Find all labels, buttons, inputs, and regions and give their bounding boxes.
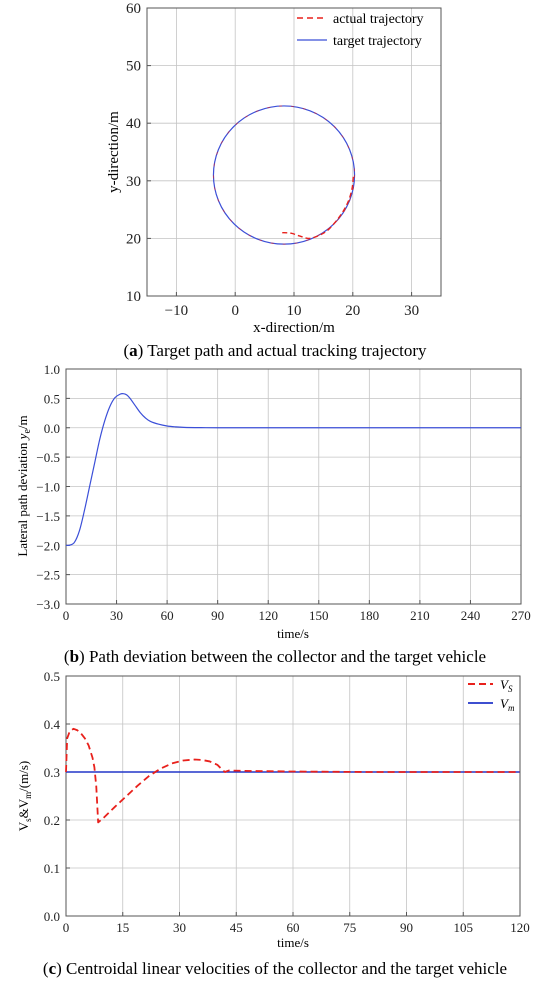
- panel-a: [106, 1, 441, 360]
- panel-b-xtick-label: 180: [359, 608, 380, 623]
- panel-c-ytick-label: 0.0: [43, 909, 60, 924]
- panel-c-ytick-label: 0.3: [43, 765, 60, 780]
- panel-b-xtick-label: 270: [511, 608, 531, 623]
- panel-c-xtick-label: 60: [286, 920, 300, 935]
- panel-a-xtick-label: 20: [345, 303, 361, 319]
- panel-a-caption-label: a: [129, 341, 138, 360]
- panel-b-xtick-label: 0: [62, 608, 70, 623]
- panel-b-ytick-label: −2.0: [36, 538, 60, 554]
- panel-b-ytick-label: 1.0: [43, 362, 60, 377]
- panel-b-ytick-label: −0.5: [36, 450, 60, 466]
- legend-vm-var: V: [500, 696, 508, 711]
- panel-b-series: [66, 394, 521, 546]
- panel-b-xtick-label: 150: [309, 608, 329, 623]
- panel-c-ylabel-v1: V: [16, 821, 31, 832]
- legend-vs-label: [500, 677, 513, 694]
- panel-a-grid: [147, 8, 441, 296]
- panel-a-ytick-label: 60: [126, 1, 141, 17]
- panel-c-ylabel-s1: s: [23, 818, 33, 822]
- panel-b-ytick-label: 0.5: [43, 391, 60, 407]
- panel-a-ytick-label: 30: [126, 173, 141, 190]
- panel-c-xtick-label: 120: [510, 920, 530, 935]
- legend-target-label: target trajectory: [333, 34, 422, 49]
- panel-a-series: [213, 106, 354, 244]
- legend-actual-label: actual trajectory: [333, 12, 424, 27]
- panel-b-ylabel: [15, 415, 33, 556]
- panel-a-caption: (a) Target path and actual tracking trajectory: [123, 341, 427, 360]
- panel-c-ytick-label: 0.4: [43, 717, 60, 732]
- panel-b-caption: (b) Path deviation between the collector and the target vehicle: [63, 647, 487, 666]
- panel-b-ytick-label: −1.0: [36, 479, 60, 495]
- panel-b-ylabel-main: Lateral path deviation: [15, 439, 30, 557]
- panel-a-ytick-label: 40: [126, 116, 141, 133]
- legend-vm-sub: m: [507, 703, 515, 713]
- panel-a-ytick-label: 20: [126, 231, 141, 248]
- panel-a-ylabel: y-direction/m: [106, 111, 122, 193]
- panel-a-legend: [297, 12, 424, 49]
- panel-c: [16, 669, 530, 978]
- panel-a-xtick-label: 10: [286, 303, 302, 319]
- panel-c-xtick-label: 15: [116, 920, 130, 935]
- panel-c-ytick-label: 0.2: [43, 813, 60, 828]
- panel-c-caption-label: c: [48, 959, 57, 978]
- panel-b-ylabel-unit: /m: [15, 415, 30, 430]
- panel-c-xtick-label: 75: [343, 920, 357, 935]
- panel-c-xtick-label: 45: [229, 920, 243, 935]
- legend-vm-label: [500, 696, 515, 713]
- panel-b-xlabel: time/s: [277, 626, 309, 641]
- panel-b-ticks: [36, 362, 530, 623]
- panel-c-ticks: [44, 669, 530, 935]
- panel-c-caption-text: Centroidal linear velocities of the collector and the target vehicle: [61, 959, 508, 978]
- panel-b-ytick-label: −1.5: [36, 508, 60, 524]
- panel-b-xtick-label: 240: [460, 608, 481, 623]
- panel-c-grid: [66, 676, 520, 916]
- panel-c-ylabel-s2: m: [23, 791, 33, 799]
- panel-a-xlabel: x-direction/m: [253, 320, 335, 336]
- panel-c-ytick-label: 0.5: [43, 669, 60, 684]
- panel-b-xtick-label: 60: [160, 608, 174, 623]
- panel-c-ytick-label: 0.1: [43, 861, 60, 876]
- panel-b-ytick-label: 0.0: [43, 420, 60, 436]
- panel-b-ytick-label: −2.5: [36, 567, 60, 583]
- panel-c-xtick-label: 90: [400, 920, 413, 935]
- panel-b-xtick-label: 30: [110, 608, 124, 623]
- panel-b-ylabel-sub: e: [22, 429, 33, 434]
- panel-c-ylabel-unit: /(m/s): [16, 760, 31, 792]
- panel-a-xtick-label: 30: [404, 303, 420, 319]
- panel-b-ytick-label: −3.0: [36, 597, 60, 612]
- panel-b-xtick-label: 210: [410, 608, 430, 623]
- panel-c-xtick-label: 105: [453, 920, 473, 935]
- panel-b-xtick-label: 90: [211, 608, 225, 623]
- legend-vs-var: V: [500, 677, 508, 692]
- panel-b-xtick-label: 120: [258, 608, 278, 623]
- panel-a-caption-text: Target path and actual tracking trajectory: [143, 341, 427, 360]
- panel-c-ylabel: [16, 761, 33, 831]
- panel-a-ytick-label: 50: [126, 58, 141, 75]
- panel-c-xlabel: time/s: [277, 935, 309, 950]
- panel-c-legend: [468, 677, 515, 713]
- panel-b: [15, 362, 531, 666]
- panel-a-xtick-label: −10: [164, 303, 189, 319]
- panel-c-ylabel-v2: &V: [16, 798, 31, 819]
- panel-a-xtick-label: 0: [231, 303, 239, 319]
- panel-c-xtick-label: 0: [62, 920, 70, 935]
- panel-b-caption-text: Path deviation between the collector and the target vehicle: [84, 647, 487, 666]
- panel-c-xtick-label: 30: [173, 920, 186, 935]
- legend-vs-sub: S: [507, 684, 513, 694]
- panel-a-ytick-label: 10: [126, 289, 141, 305]
- panel-c-caption: (c) Centroidal linear velocities of the collector and the target vehicle: [42, 959, 508, 978]
- actual-trajectory-line: [282, 175, 353, 238]
- panel-b-ylabel-var: y: [15, 433, 30, 440]
- panel-b-caption-label: b: [69, 647, 80, 666]
- lateral-deviation-line: [66, 394, 521, 546]
